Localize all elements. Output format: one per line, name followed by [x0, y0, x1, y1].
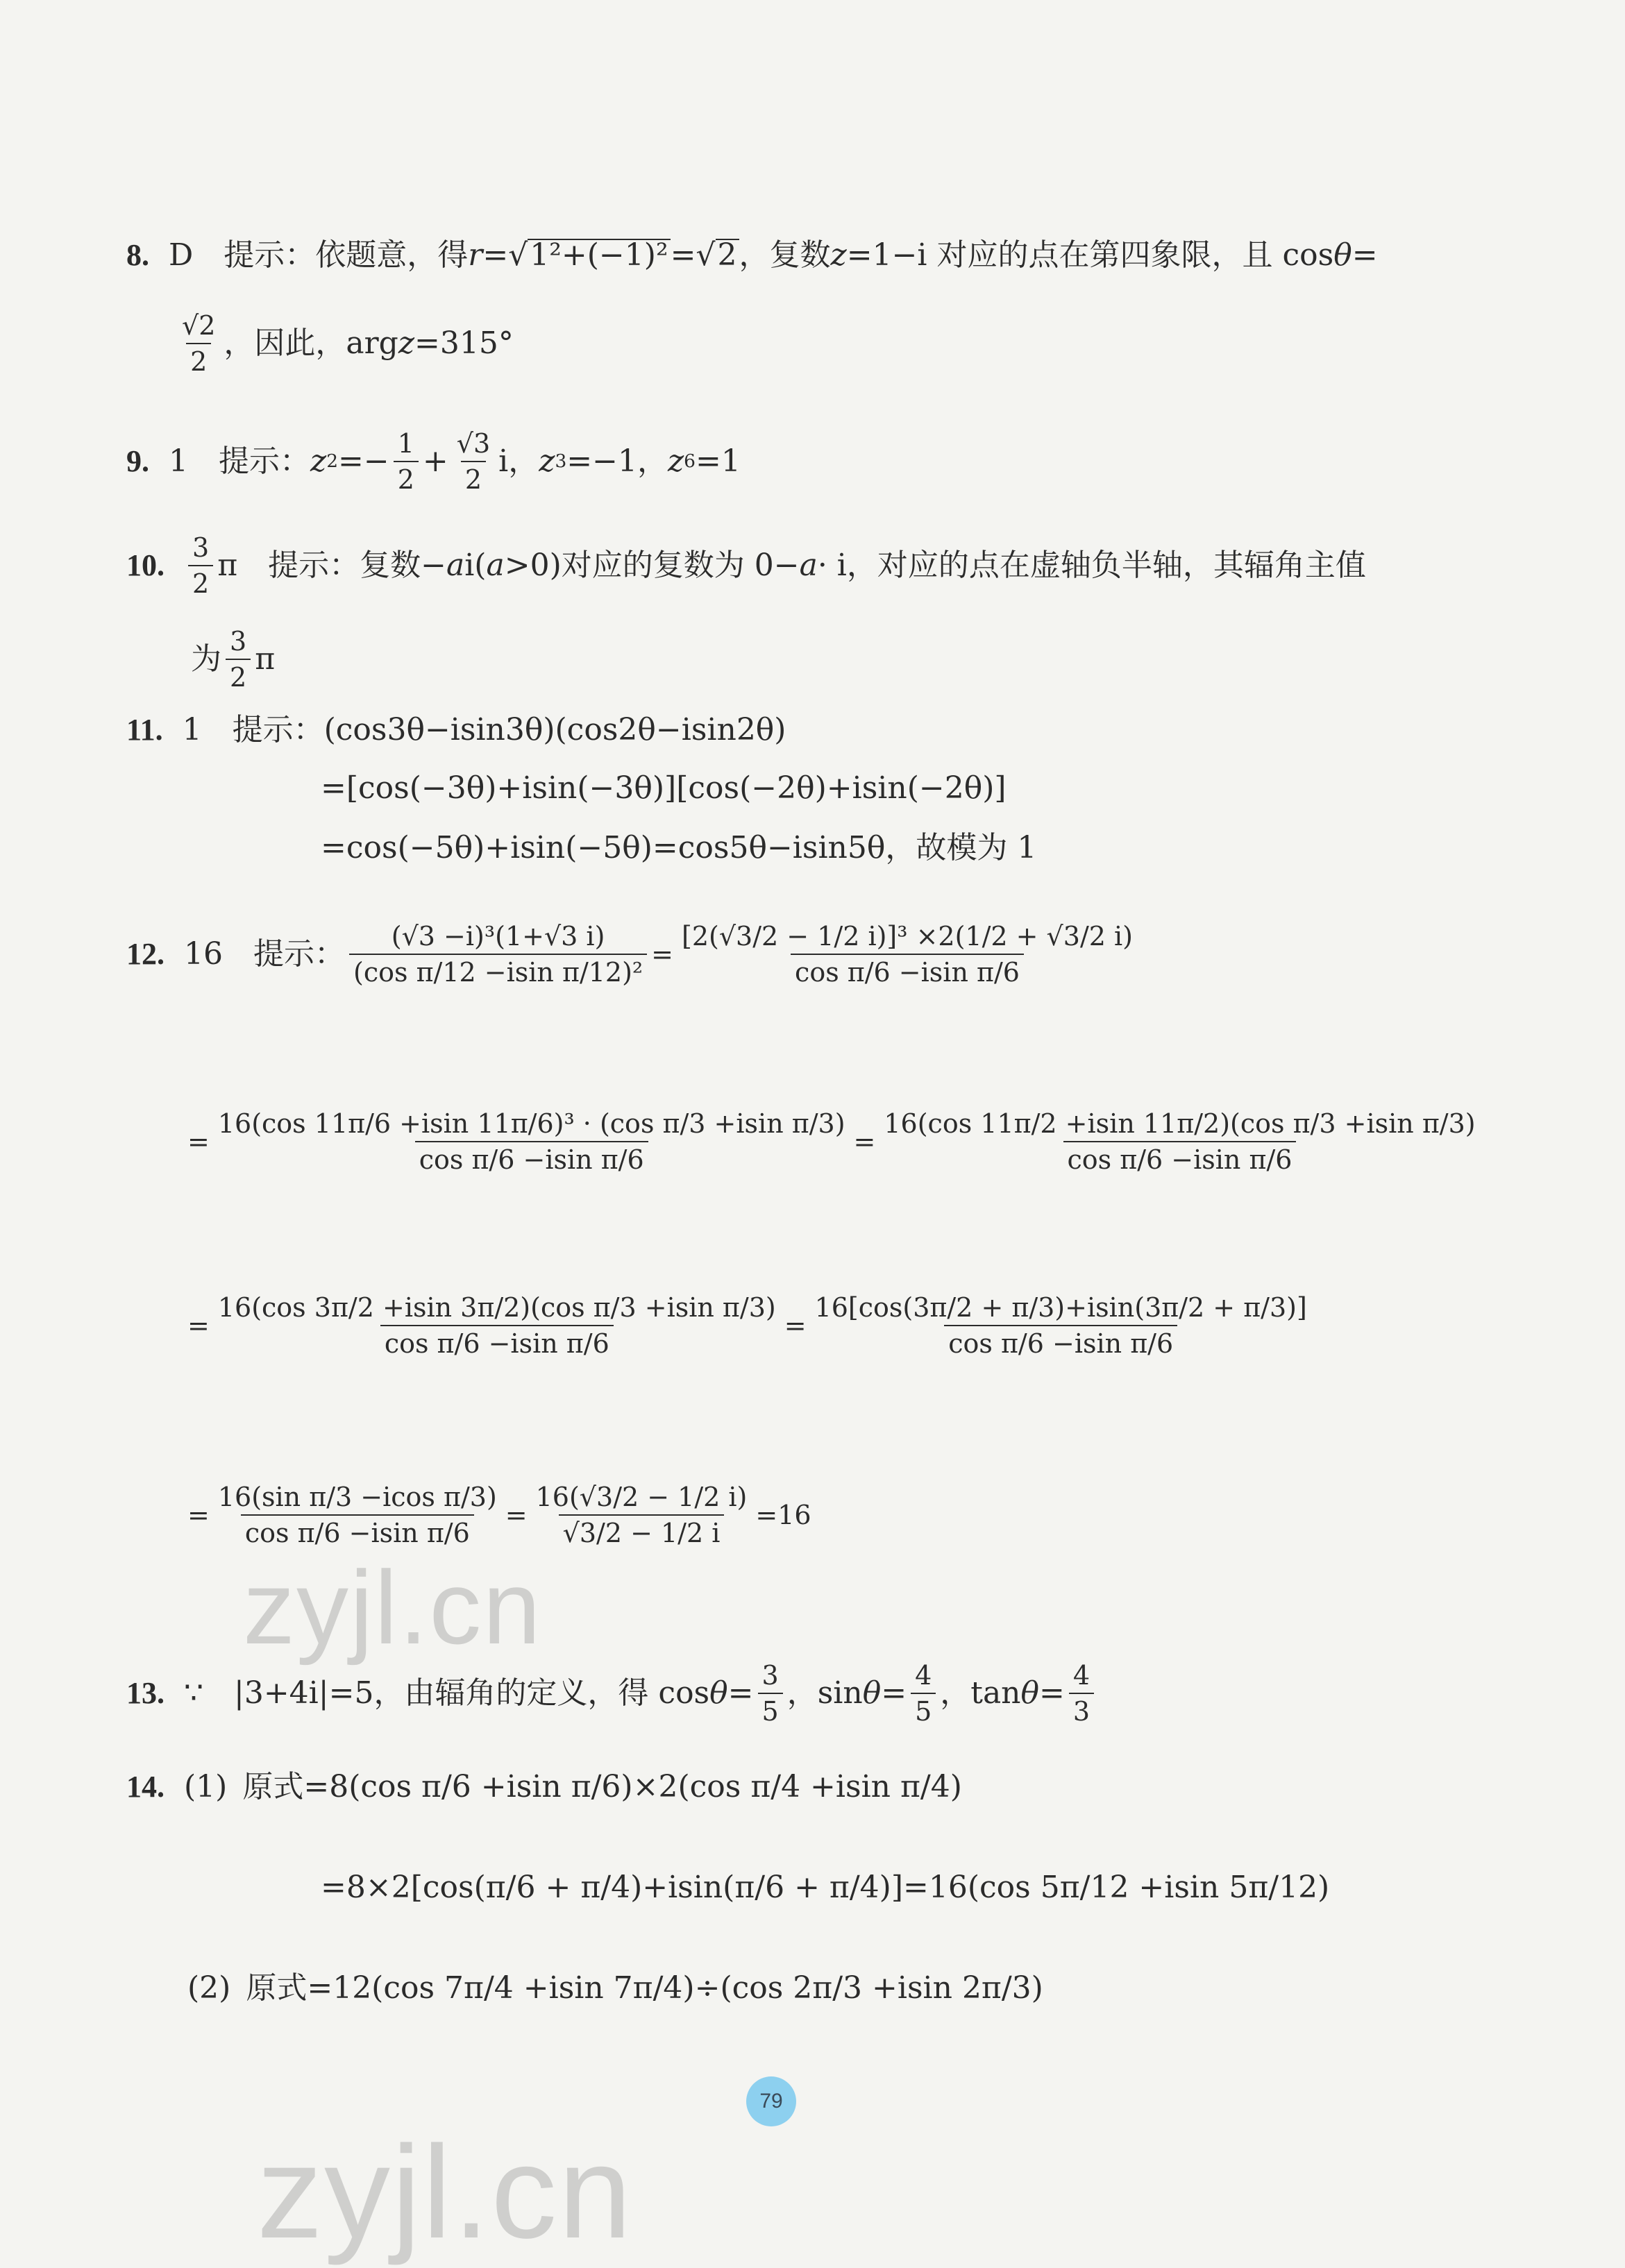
q13-text-b: ，sin — [786, 1675, 863, 1711]
q10-number: 10. — [126, 548, 165, 582]
q12-l1-num1: (√3 −i)³(1+√3 i) — [391, 921, 605, 951]
q9-text-b: i， — [498, 443, 539, 479]
q9-sup3: 3 — [555, 450, 567, 472]
q12-l2-num1: 16(cos 11π/6 +isin 11π/6)³ · (cos π/3 +isin π/3) — [217, 1108, 845, 1139]
q9-line — [126, 430, 741, 493]
q8-sqrt-body: 1²+(−1)² — [528, 239, 670, 271]
q9-plus: + — [422, 443, 448, 479]
q12-l2-eq1: = — [187, 1126, 210, 1157]
q9-z6: z — [667, 443, 684, 479]
q12-l3-frac1 — [214, 1294, 780, 1357]
q8-hint-e: ，因此，arg — [224, 325, 398, 361]
q13-frac2-top: 4 — [915, 1660, 932, 1691]
q8-r: r — [468, 237, 483, 273]
q13-text-c: ，tan — [940, 1675, 1021, 1711]
q9-frac2 — [453, 430, 494, 493]
q8-z: z — [830, 237, 847, 273]
q12-l4-frac1 — [214, 1484, 501, 1546]
watermark-bottom: zyjl.cn — [257, 2119, 633, 2266]
q13-frac3 — [1069, 1662, 1094, 1725]
watermark-mid: zyjl.cn — [243, 1549, 542, 1666]
q13-eq1: = — [727, 1675, 754, 1711]
q10-text-c: >0)对应的复数为 0− — [504, 548, 800, 583]
q10-line2 — [191, 628, 275, 691]
q8-line1 — [126, 235, 1378, 276]
q11-line3 — [321, 827, 1036, 869]
q10-answer-frac — [188, 534, 213, 597]
q14-number: 14. — [126, 1770, 165, 1804]
q8-z2: z — [398, 325, 415, 361]
q13-line — [126, 1662, 1098, 1725]
q9-text-d: =1 — [695, 443, 741, 479]
q12-l2-den1: cos π/6 −isin π/6 — [415, 1141, 648, 1173]
q10-a2: a — [486, 548, 505, 583]
q12-l3-eq1: = — [187, 1310, 210, 1341]
q12-line2 — [187, 1110, 1484, 1173]
q14-line3 — [187, 1967, 1043, 2009]
q12-l3-num1: 16(cos 3π/2 +isin 3π/2)(cos π/3 +isin π/3) — [217, 1292, 776, 1323]
q9-frac1-top: 1 — [397, 428, 414, 459]
q8-sqrt2-body: 2 — [716, 239, 739, 271]
q8-sqrt: √ 1²+(−1)² — [508, 235, 670, 276]
q10-frac2 — [226, 628, 251, 691]
q9-frac1 — [394, 430, 419, 493]
q13-frac1-top: 3 — [761, 1660, 779, 1691]
q12-line1 — [126, 921, 1141, 988]
q8-frac-top: √2 — [182, 310, 216, 341]
q11-answer: 1 — [182, 712, 202, 747]
q9-frac2-top: √3 — [456, 428, 491, 459]
q14-part2-line1: 原式=12(cos 7π/4 +isin 7π/4)÷(cos 2π/3 +isin 2π/3) — [246, 1970, 1043, 2006]
q12-line3 — [187, 1294, 1315, 1357]
q8-eq2: = — [670, 237, 696, 273]
q8-fraction — [178, 312, 219, 375]
q8-hint-b: ，复数 — [739, 237, 831, 273]
q8-frac-bottom: 2 — [186, 343, 211, 375]
q8-eq: = — [482, 237, 509, 273]
q12-l3-den2: cos π/6 −isin π/6 — [944, 1325, 1177, 1357]
q13-frac2-bottom: 5 — [911, 1693, 936, 1725]
q13-eq2: = — [881, 1675, 907, 1711]
q13-number: 13. — [126, 1676, 165, 1710]
q12-line4 — [187, 1484, 811, 1546]
q13-because: ∵ — [184, 1675, 203, 1711]
q9-z: z — [310, 443, 327, 479]
q13-frac3-bottom: 3 — [1069, 1693, 1094, 1725]
q10-pi: π — [217, 548, 238, 583]
q11-line2 — [321, 768, 1007, 809]
q12-l2-den2: cos π/6 −isin π/6 — [1063, 1141, 1297, 1173]
q14-line2 — [321, 1867, 1329, 1909]
q12-l1-num2: [2(√3/2 − 1/2 i)]³ ×2(1/2 + √3/2 i) — [682, 921, 1133, 951]
q13-text-a: |3+4i|=5，由辐角的定义，得 cos — [234, 1675, 710, 1711]
q13-frac3-top: 4 — [1072, 1660, 1091, 1691]
q14-line1 — [126, 1766, 962, 1808]
q12-l4-den1: cos π/6 −isin π/6 — [241, 1514, 474, 1546]
q10-text-d: · i，对应的点在虚轴负半轴，其辐角主值 — [817, 548, 1366, 583]
q9-sup2: 2 — [326, 450, 338, 472]
q9-number: 9. — [126, 444, 149, 478]
q13-eq3: = — [1039, 1675, 1065, 1711]
q12-l4-result: =16 — [755, 1500, 811, 1530]
q12-l4-frac2 — [532, 1484, 752, 1546]
q10-line1 — [126, 534, 1366, 597]
q12-l1-frac2 — [677, 921, 1137, 988]
q10-frac2-bottom: 2 — [226, 659, 251, 691]
q9-sup6: 6 — [684, 450, 696, 472]
q8-line2 — [174, 312, 514, 375]
q8-sqrt2: √ 2 — [696, 235, 739, 276]
q13-frac2 — [911, 1662, 936, 1725]
q10-text-b: i( — [464, 548, 487, 583]
q13-frac1-bottom: 5 — [758, 1693, 783, 1725]
q12-l2-frac1 — [214, 1110, 850, 1173]
q12-l4-eq2: = — [505, 1500, 528, 1530]
q12-l1-frac1 — [349, 921, 647, 988]
q10-frac-bottom: 2 — [188, 565, 213, 597]
q12-hint: 提示： — [253, 936, 345, 972]
q9-frac1-bottom: 2 — [394, 461, 419, 493]
q12-l1-eq: = — [651, 939, 674, 970]
q8-number: 8. — [126, 238, 149, 272]
q10-a3: a — [799, 548, 818, 583]
q12-answer: 16 — [184, 936, 223, 972]
page-number-badge: 79 — [746, 2076, 796, 2126]
q12-l4-num1: 16(sin π/3 −icos π/3) — [217, 1482, 497, 1512]
q12-l2-num2: 16(cos 11π/2 +isin 11π/2)(cos π/3 +isin π/3) — [884, 1108, 1476, 1139]
q12-l3-eq2: = — [784, 1310, 807, 1341]
q11-line2-text: =[cos(−3θ)+isin(−3θ)][cos(−2θ)+isin(−2θ)] — [321, 770, 1007, 806]
q14-part1-label: (1) — [184, 1769, 228, 1804]
q10-pi2: π — [255, 641, 276, 677]
q9-frac2-bottom: 2 — [461, 461, 486, 493]
q9-answer: 1 — [169, 443, 188, 479]
q12-l3-num2: 16[cos(3π/2 + π/3)+isin(3π/2 + π/3)] — [814, 1292, 1307, 1323]
q13-theta2: θ — [862, 1675, 882, 1711]
q10-a1: a — [446, 548, 465, 583]
q12-l2-frac2 — [879, 1110, 1479, 1173]
q10-text-e: 为 — [191, 641, 221, 677]
q11-line1-text: 提示：(cos3θ−isin3θ)(cos2θ−isin2θ) — [232, 712, 786, 747]
q12-l3-den1: cos π/6 −isin π/6 — [380, 1325, 614, 1357]
q8-theta: θ — [1333, 237, 1352, 273]
q10-frac-top: 3 — [192, 532, 210, 563]
q11-line1 — [126, 709, 786, 751]
q9-text-c: =−1， — [566, 443, 668, 479]
q14-part2-label: (2) — [187, 1970, 231, 2006]
q12-l1-den2: cos π/6 −isin π/6 — [791, 954, 1024, 985]
q12-number: 12. — [126, 937, 165, 971]
q13-theta3: θ — [1020, 1675, 1040, 1711]
q12-l3-frac2 — [811, 1294, 1311, 1357]
q9-eq: =− — [337, 443, 389, 479]
q12-l4-eq1: = — [187, 1500, 210, 1530]
q14-part1-line1: 原式=8(cos π/6 +isin π/6)×2(cos π/4 +isin π/4) — [242, 1769, 962, 1804]
q10-frac2-top: 3 — [230, 626, 247, 657]
q13-theta1: θ — [709, 1675, 728, 1711]
q12-l2-eq2: = — [853, 1126, 876, 1157]
q12-l4-num2: 16(√3/2 − 1/2 i) — [535, 1482, 748, 1512]
q12-l1-den1: (cos π/12 −isin π/12)² — [349, 954, 647, 985]
q10-text-a: 提示：复数− — [268, 548, 446, 583]
q13-frac1 — [758, 1662, 783, 1725]
q9-hint: 提示： — [219, 443, 310, 479]
q14-part1-line2: =8×2[cos(π/6 + π/4)+isin(π/6 + π/4)]=16(cos 5π/12 +isin 5π/12) — [321, 1870, 1330, 1905]
q12-l4-den2: √3/2 − 1/2 i — [559, 1514, 725, 1546]
q9-z3: z — [539, 443, 555, 479]
q8-hint-d: = — [1352, 237, 1378, 273]
q11-line3-text: =cos(−5θ)+isin(−5θ)=cos5θ−isin5θ，故模为 1 — [321, 830, 1037, 865]
q8-hint-c: =1−i 对应的点在第四象限，且 cos — [846, 237, 1334, 273]
q8-answer: D — [169, 237, 194, 273]
q8-hint-a: 提示：依题意，得 — [224, 237, 469, 273]
q11-number: 11. — [126, 713, 163, 747]
q8-hint-g: =315° — [414, 325, 514, 361]
